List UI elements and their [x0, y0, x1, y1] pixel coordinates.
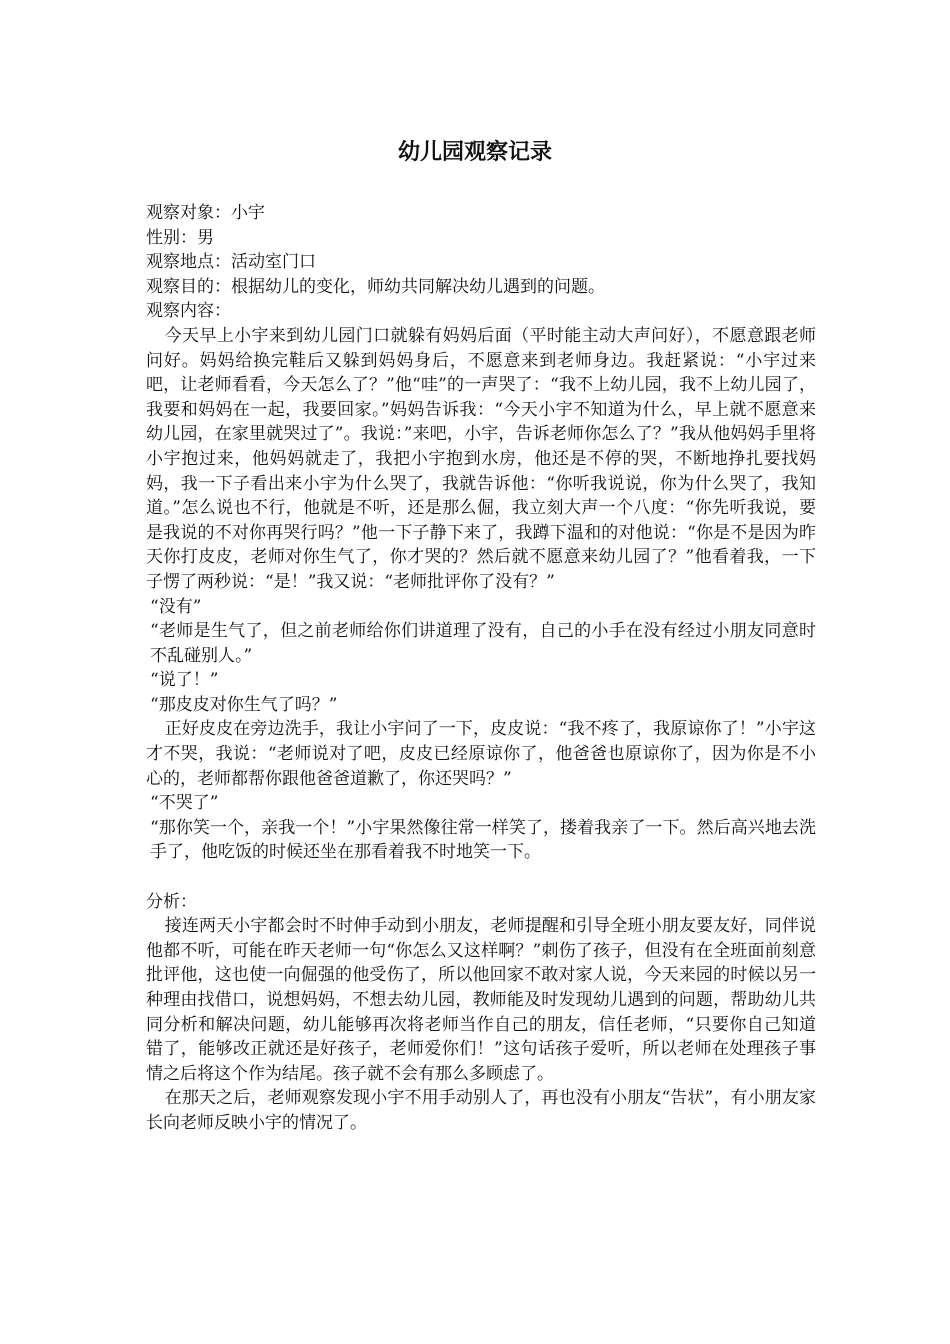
content-dialog-line: “说了！” — [150, 670, 219, 691]
analysis-label: 分析： — [146, 891, 197, 912]
field-location: 观察地点：活动室门口 — [146, 252, 316, 273]
field-gender: 性别：男 — [146, 227, 214, 248]
field-purpose: 观察目的：根据幼儿的变化，师幼共同解决幼儿遇到的问题。 — [146, 276, 605, 297]
analysis-paragraph: 在那天之后，老师观察发现小宇不用手动别人了，再也没有小朋友“告状”，有小朋友家长向老师反映小宇的情况了。 — [146, 1088, 816, 1133]
content-paragraph: 今天早上小宇来到幼儿园门口就躲有妈妈后面（平时能主动大声问好），不愿意跟老师问好。妈妈给换完鞋后又躲到妈妈身后，不愿意来到老师身边。我赶紧说：“小宇过来吧，让老师看看，今天怎么了？”他“哇”的一声哭了：“我不上幼儿园，我不上幼儿园了，我要和妈妈在一起，我要回家。”妈妈告诉我：“今天小宇不知道为什么，早上就不愿意来幼儿园，在家里就哭过了”。我说：”来吧，小宇，告诉老师你怎么了？”我从他妈妈手里将小宇抱过来，他妈妈就走了，我把小宇抱到水房，他还是不停的哭，不断地挣扎要找妈妈，我一下子看出来小宇为什么哭了，我就告诉他：“你听我说说，你为什么哭了，我知道。”怎么说也不行，他就是不听，还是那么倔，我立刻大声一个八度：“你先听我说，要是我说的不对你再哭行吗？”他一下子静下来了，我蹲下温和的对他说：“你是不是因为昨天你打皮皮，老师对你生气了，你才哭的？然后就不愿意来幼儿园了？”他看着我，一下子愣了两秒说：“是！”我又说：“老师批评你了没有？” — [146, 325, 816, 592]
field-subject: 观察对象：小宇 — [146, 203, 265, 223]
content-dialog-line: “不哭了” — [150, 793, 219, 814]
content-dialog-line: “老师是生气了，但之前老师给你们讲道理了没有，自己的小手在没有经过小朋友同意时不乱碰别人。” — [150, 621, 816, 666]
content-dialog-line: “那你笑一个，亲我一个！”小宇果然像往常一样笑了，搂着我亲了一下。然后高兴地去洗手了，他吃饭的时候还坐在那看着我不时地笑一下。 — [150, 817, 816, 863]
field-content-label: 观察内容： — [146, 301, 231, 322]
paragraph-spacer — [146, 865, 816, 890]
document-body — [146, 201, 816, 1136]
content-dialog-line: “没有” — [150, 596, 202, 617]
content-paragraph: 正好皮皮在旁边洗手，我让小宇问了一下，皮皮说：“我不疼了，我原谅你了！”小宇这才不哭，我说：“老师说对了吧，皮皮已经原谅你了，他爸爸也原谅你了，因为你是不小心的，老师都帮你跟他爸爸道歉了，你还哭吗？” — [146, 719, 816, 789]
analysis-paragraph: 接连两天小宇都会时不时伸手动到小朋友，老师提醒和引导全班小朋友要友好，同伴说他都不听，可能在昨天老师一句“你怎么又这样啊？”刺伤了孩子，但没有在全班面前刻意批评他，这也使一向倔强的他受伤了，所以他回家不敢对家人说，今天来园的时候以另一种理由找借口，说想妈妈，不想去幼儿园，教师能及时发现幼儿遇到的问题，帮助幼儿共同分析和解决问题，幼儿能够再次将老师当作自己的朋友，信任老师，“只要你自己知道错了，能够改正就还是好孩子，老师爱你们！”这句话孩子爱听，所以老师在处理孩子事情之后将这个作为结尾。孩子就不会有那么多顾虑了。 — [146, 916, 816, 1084]
page-title: 幼儿园观察记录 — [397, 140, 552, 165]
content-dialog-line: “那皮皮对你生气了吗？” — [150, 694, 338, 715]
